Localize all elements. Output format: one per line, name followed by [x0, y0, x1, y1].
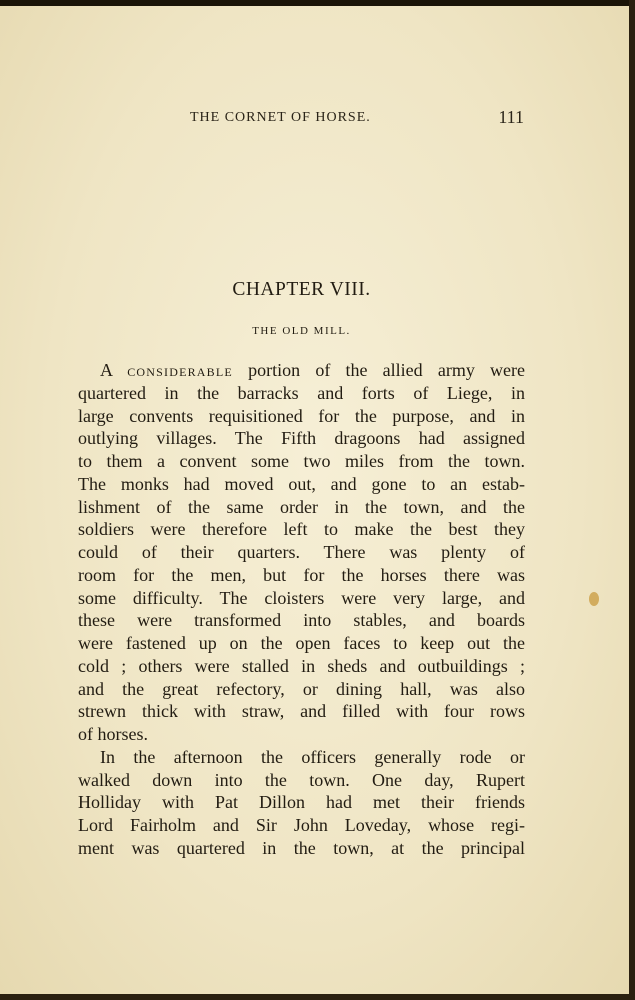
chapter-subtitle: THE OLD MILL. — [252, 325, 351, 337]
text-line: The monks had moved out, and gone to an estab- — [78, 473, 525, 494]
text-line: ment was quartered in the town, at the principal — [78, 837, 525, 858]
text-line-rest: portion of the allied army were — [232, 360, 525, 380]
lead-word: A — [100, 360, 113, 380]
page-edge-right — [629, 0, 635, 1000]
text-line: and the great refectory, or dining hall, was also — [78, 678, 525, 699]
text-line: could of their quarters. There was plenty of — [78, 542, 525, 562]
text-line: In the afternoon the officers generally rode or — [100, 746, 525, 767]
text-line: strewn thick with straw, and filled with four rows — [78, 701, 525, 722]
text-line: large convents requisitioned for the purpose, and in — [78, 405, 525, 426]
text-line: Holliday with Pat Dillon had met their friends — [78, 792, 525, 813]
text-line: quartered in the barracks and forts of Liege, in — [78, 382, 525, 403]
text-line: lishment of the same order in the town, and the — [78, 496, 525, 517]
lead-smallcaps: CONSIDERABLE — [127, 365, 233, 379]
text-line: soldiers were therefore left to make the best they — [78, 519, 525, 540]
text-line: to them a convent some two miles from the town. — [78, 451, 525, 471]
text-line: outlying villages. The Fifth dragoons had assigned — [78, 428, 525, 449]
text-line: cold ; others were stalled in sheds and outbuildings ; — [78, 655, 525, 676]
text-line: some difficulty. The cloisters were very large, and — [78, 587, 525, 608]
text-line — [78, 359, 525, 382]
page-number: 111 — [498, 107, 524, 127]
paper-stain — [589, 592, 599, 606]
text-line: room for the men, but for the horses there was — [78, 564, 525, 585]
page-edge-bottom — [0, 994, 635, 1000]
text-line: were fastened up on the open faces to keep out the — [78, 633, 525, 653]
text-line: walked down into the town. One day, Rupert — [78, 769, 525, 790]
text-line: these were transformed into stables, and boards — [78, 610, 525, 631]
body-text — [78, 359, 525, 860]
chapter-title: CHAPTER VIII. — [232, 279, 371, 300]
running-head — [190, 107, 524, 134]
running-title: THE CORNET OF HORSE. — [190, 110, 371, 125]
book-page — [0, 6, 629, 994]
text-line: Lord Fairholm and Sir John Loveday, whose regi- — [78, 815, 525, 835]
text-line: of horses. — [78, 724, 148, 744]
